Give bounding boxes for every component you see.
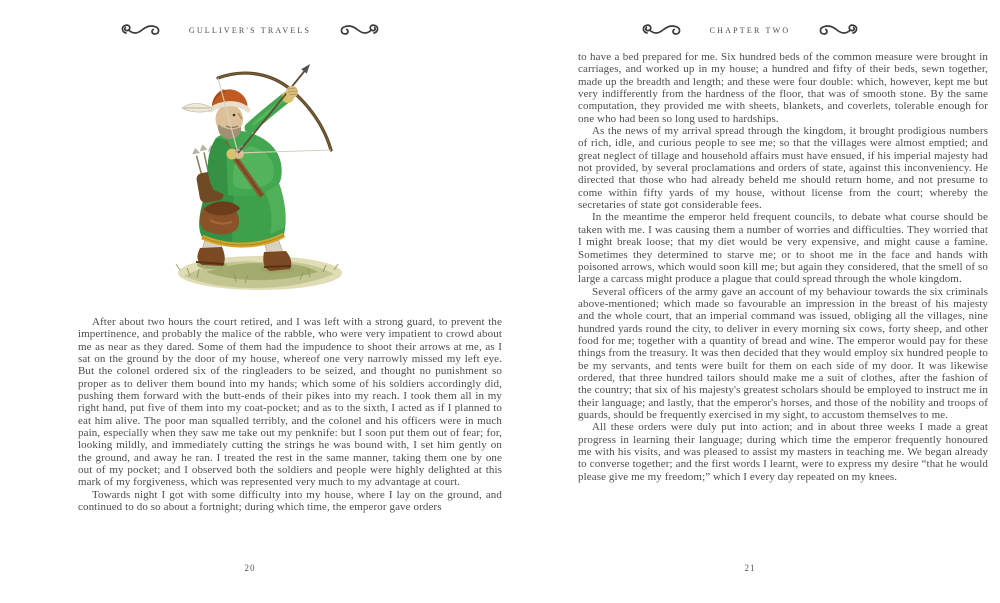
page-header-title: GULLIVER'S TRAVELS bbox=[188, 25, 312, 35]
paragraph: After about two hours the court retired, and I was left with a strong guard, to prevent the impertinence, and probably the malice of the rabble, who were very impatient to crowd about me as near as they dared. Some of them had the impudence to shoot their arrows at me, as I sat on the ground by the door of my house, whereof one very narrowly missed my left eye. But the colonel ordered six of the ringleaders to be seized, and thought no punishment so proper as to deliver them bound into my hands; which some of his soldiers accordingly did, pushing them forward with the butt-ends of their pikes into my reach. I took them all in my right hand, put five of them into my coat-pocket; and as to the sixth, I acted as if I planned to eat him alive. The poor man squalled terribly, and the colonel and his officers were in much pain, especially when they saw me take out my penknife: but I soon put them out of fear; for, looking mildly, and immediately cutting the strings he was bound with, I set him gently on the ground, and away he ran. I treated the rest in the same manner, taking them one by one out of my pocket; and I observed both the soldiers and people were highly delighted at this mark of my forgiveness, which was represented very much to my advantage at court. bbox=[78, 316, 502, 489]
paragraph: Several officers of the army gave an account of my behaviour towards the six criminals above-mentioned; which made so favourable an impression in the breast of his majesty and the whole court, that an imperial command was issued, obliging all the villages, nine hundred yards round the city, to deliver in every morning six cows, forty sheep, and other food for me; together with a quantity of bread and wine. The emperor would pay for these things from the treasury. It was then decided that they would employ six hundred people to be my servants, and tents were built for them on each side of my door. It was likewise ordered, that three hundred tailors should make me a suit of clothes, after the fashion of the country; that six of his majesty's greatest scholars should be employed to instruct me in their language; and lastly, that the emperor's horses, and those of the nobility and troops of guards, should be frequently exercised in my sight, to accustom themselves to me. bbox=[578, 285, 988, 421]
page-header-title: CHAPTER TWO bbox=[709, 25, 791, 35]
page-number-right: 21 bbox=[744, 563, 756, 573]
paragraph: All these orders were duly put into action; and in about three weeks I made a great progress in learning their language; during which time the emperor frequently honoured me with his visits, and was pleased to assist my masters in teaching me. We began already to converse together; and the first words I learnt, were to express my desire “that he would please give me my freedom;” which I every day repeated on my knees. bbox=[578, 421, 988, 483]
flourish-right-icon bbox=[816, 22, 860, 38]
text-column-left bbox=[78, 316, 502, 514]
paragraph: Towards night I got with some difficulty into my house, where I lay on the ground, and continued to do so about a fortnight; during which time, the emperor gave orders bbox=[78, 488, 502, 514]
paragraph: In the meantime the emperor held frequent councils, to debate what course should be taken with me. I was causing them a number of worries and difficulties. They worried that I might break loose; that my diet would be very expensive, and might cause a famine. Sometimes they determined to starve me; or to shoot me in the face and hands with poisoned arrows, which would soon kill me; but again they considered, that the smell of so large a carcass might produce a plague that could spread through the whole kingdom. bbox=[578, 211, 988, 286]
flourish-left-icon bbox=[640, 22, 684, 38]
paragraph: to have a bed prepared for me. Six hundred beds of the common measure were brought in carriages, and worked up in my house; a hundred and fifty of their beds, sewn together, made up the breadth and length; and these were four double: which, however, kept me but very indifferently from the hardness of the floor, that was of smooth stone. By the same computation, they provided me with sheets, blankets, and coverlets, tolerable enough for one who had been so long used to hardships. bbox=[578, 51, 988, 125]
page-number-left: 20 bbox=[244, 563, 256, 573]
flourish-right-icon bbox=[337, 22, 381, 38]
text-column-right bbox=[578, 51, 988, 483]
flourish-left-icon bbox=[119, 22, 163, 38]
paragraph: As the news of my arrival spread through the kingdom, it brought prodigious numbers of rich, idle, and curious people to see me; so that the villages were almost emptied; and great neglect of tillage and household affairs must have ensued, if his imperial majesty had not provided, by several proclamations and orders of state, against this inconveniency. He directed that those who had already beheld me should return home, and not presume to come within fifty yards of my house, without license from the court; whereby the secretaries of state got considerable fees. bbox=[578, 125, 988, 212]
running-head-left bbox=[0, 22, 500, 38]
running-head-right bbox=[500, 22, 1000, 38]
right-page bbox=[500, 0, 1000, 603]
archer-illustration bbox=[150, 58, 430, 318]
